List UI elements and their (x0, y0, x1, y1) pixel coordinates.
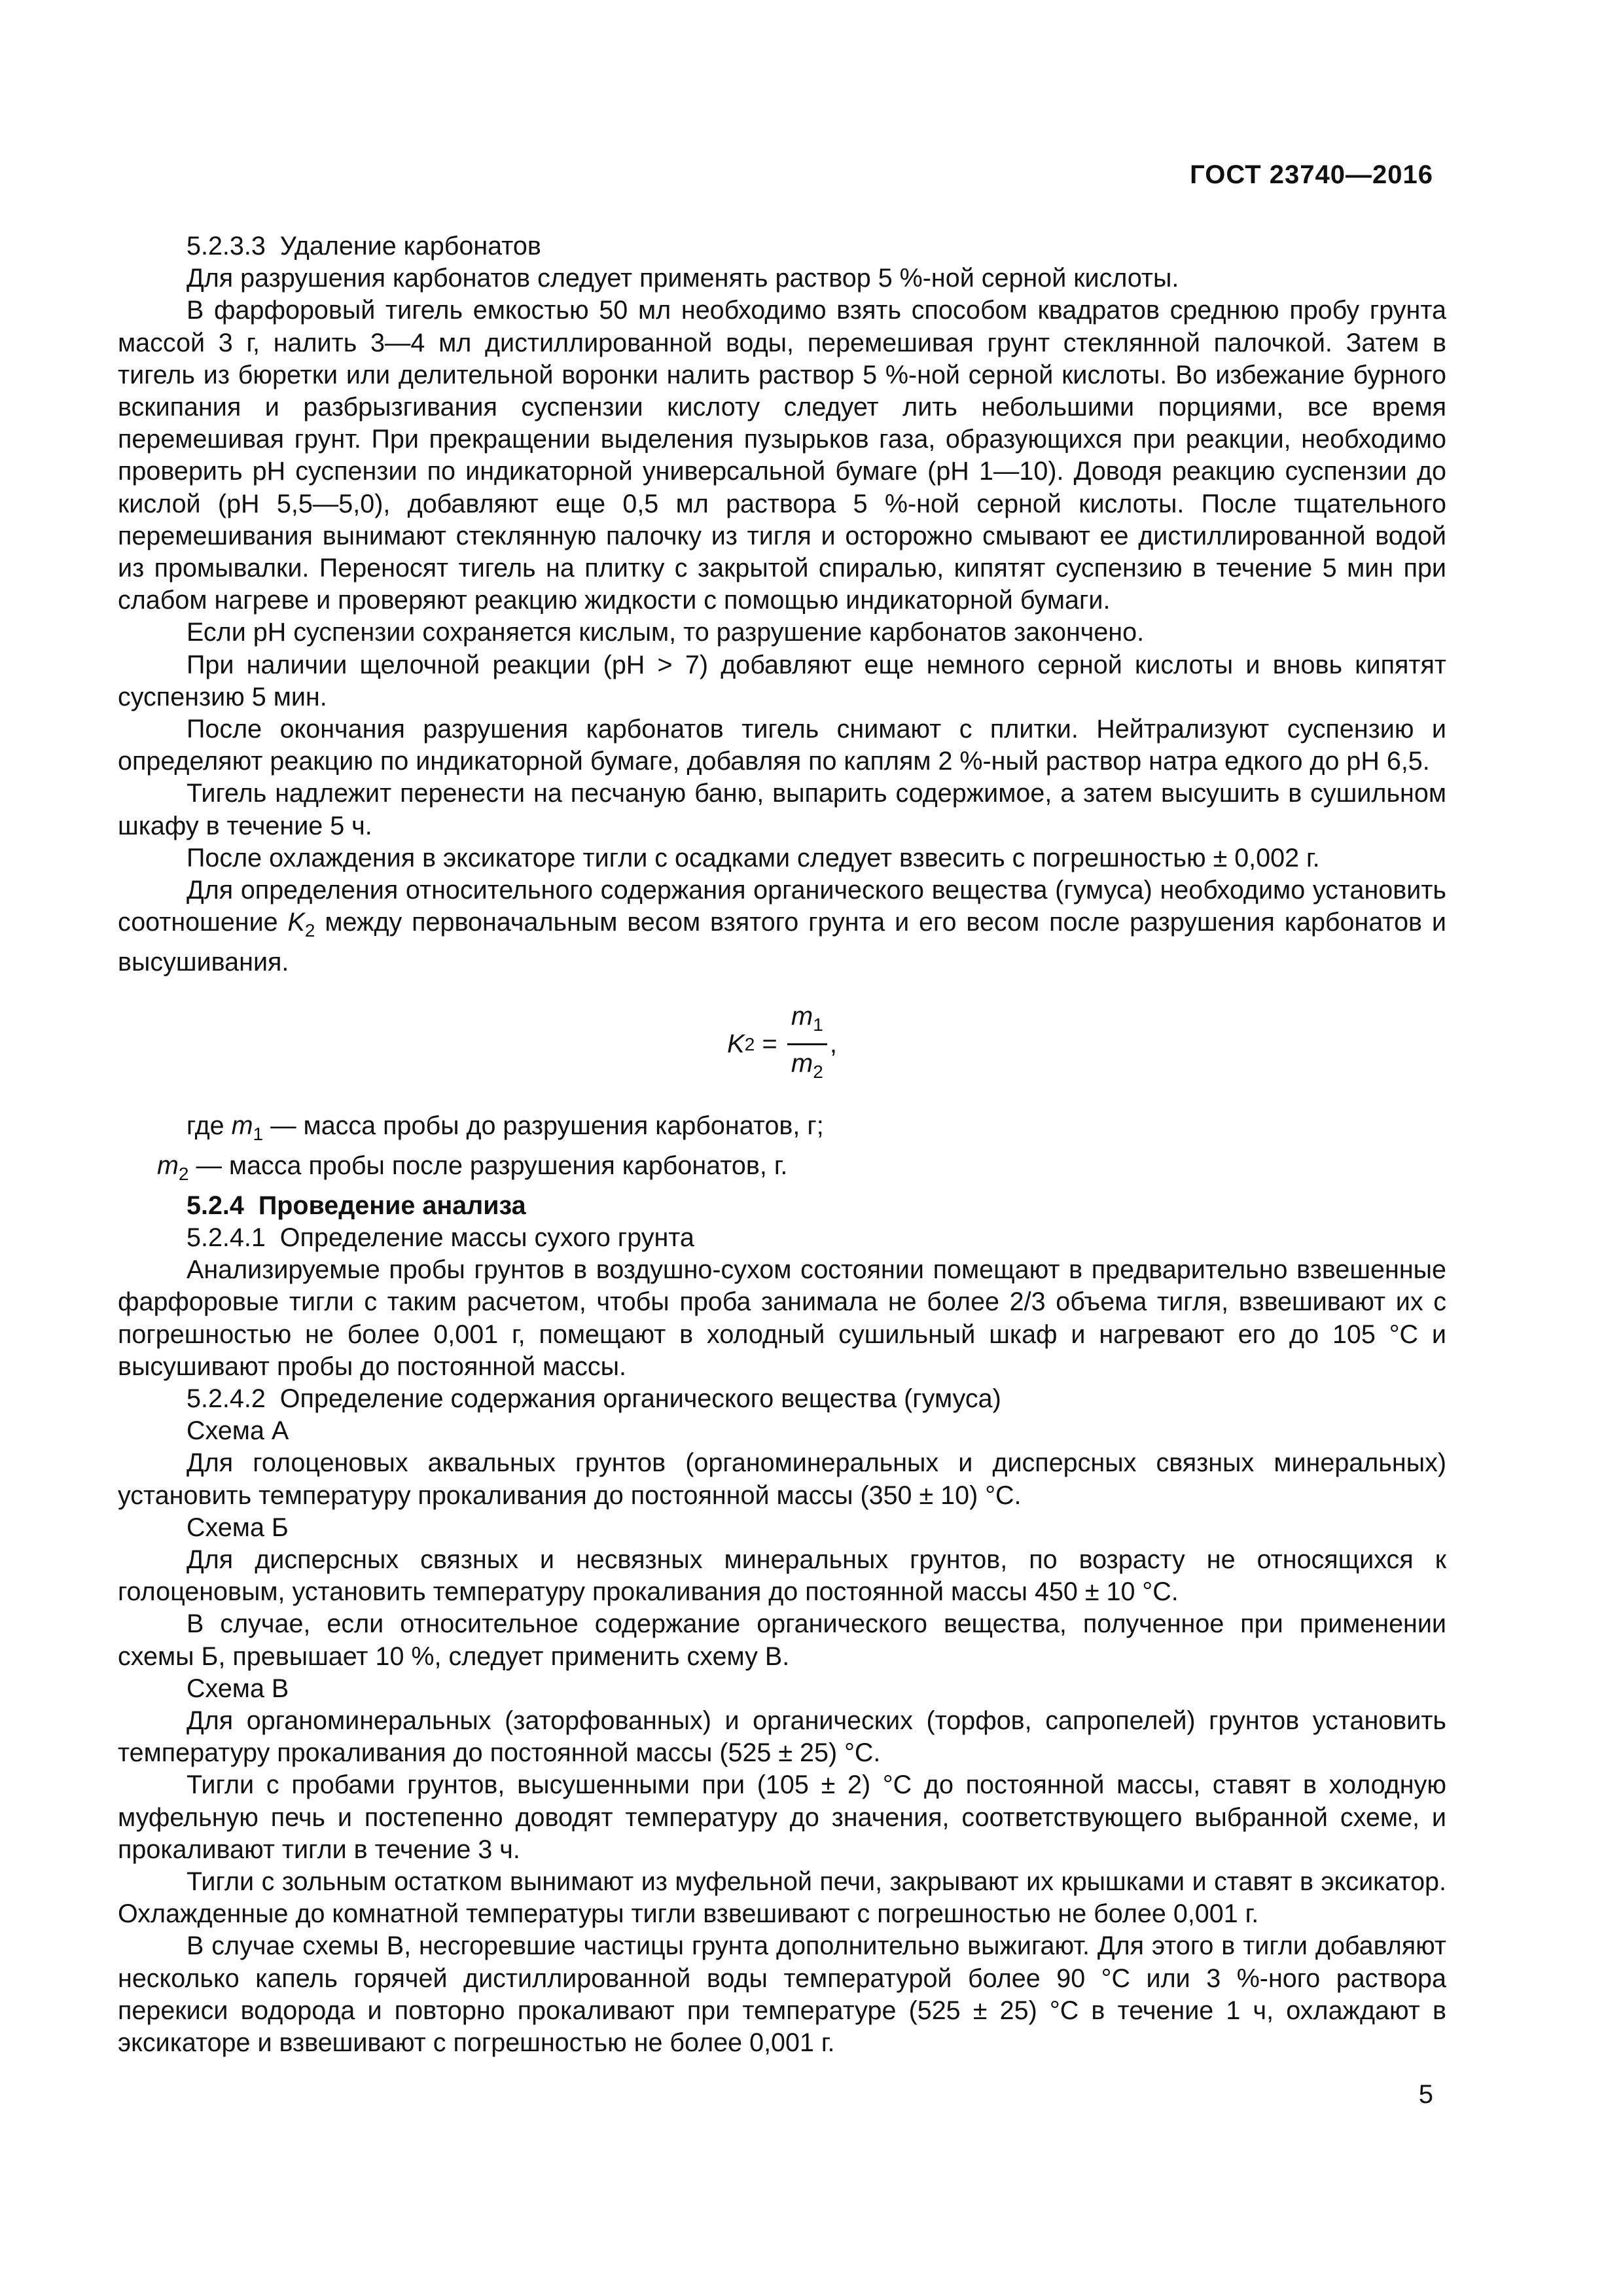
where-sub: 2 (178, 1163, 189, 1184)
paragraph: После охлаждения в эксикаторе тигли с осадками следует взвесить с погрешностью ± 0,002 г. (187, 843, 1320, 872)
section-title: Проведение анализа (258, 1191, 526, 1220)
section-number: 5.2.4.1 (187, 1223, 266, 1252)
scheme-v-label: Схема В (187, 1674, 289, 1703)
section-title: Определение массы сухого грунта (279, 1223, 694, 1252)
paragraph: Если pH суспензии сохраняется кислым, то разрушение карбонатов закончено. (187, 618, 1145, 647)
formula-comma: , (829, 1029, 837, 1058)
scheme-b-label: Схема Б (187, 1513, 289, 1542)
numerator-var: m (791, 1001, 813, 1031)
where-sub: 1 (253, 1123, 264, 1144)
section-heading-5-2-4-2 (118, 1383, 1446, 1415)
formula-denominator (787, 1045, 827, 1088)
where-line-2 (118, 1150, 1446, 1190)
section-heading-5-2-4 (118, 1190, 1446, 1222)
denominator-sub: 2 (813, 1062, 823, 1083)
variable-k: K (287, 908, 305, 937)
numerator-sub: 1 (813, 1014, 823, 1035)
paragraph (118, 874, 1446, 979)
paragraph: После окончания разрушения карбонатов тигель снимают с плитки. Нейтрализуют суспензию и определяют реакцию по индикаторной бумаге, добавляя по каплям 2 %-ный раствор натра едкого до pH 6,5. (118, 715, 1446, 776)
section-title: Удаление карбонатов (279, 232, 541, 260)
formula-lhs-sub: 2 (744, 1033, 755, 1054)
section-number: 5.2.4.2 (187, 1384, 266, 1413)
subscript: 2 (304, 920, 315, 941)
document-body (118, 230, 1446, 2059)
scheme-a-label: Схема А (187, 1416, 289, 1446)
paragraph: В фарфоровый тигель емкостью 50 мл необходимо взять способом квадратов среднюю пробу грунта массой 3 г, налить 3—4 мл дистиллированной воды, перемешивая грунт стеклянной палочкой. Затем в тигель из бюретки или делительной воронки налить раствор 5 %-ной серной кислоты. Во избежание бурного вскипания и разбрызгивания суспензии кислоту следует лить небольшими порциями, все время перемешивая грунт. При прекращении выделения пузырьков газа, образующихся при реакции, необходимо проверить pH суспензии по индикаторной универсальной бумаге (pH 1—10). Доводя реакцию суспензии до кислой (pH 5,5—5,0), добавляют еще 0,5 мл раствора 5 %-ной серной кислоты. После тщательного перемешивания вынимают стеклянную палочку из тигля и осторожно смывают ее дистиллированной водой из промывалки. Переносят тигель на плитку с закрытой спиралью, кипятят суспензию в течение 5 мин при слабом нагреве и проверяют реакцию жидкости с помощью индикаторной бумаги. (118, 296, 1446, 615)
section-number: 5.2.4 (187, 1191, 244, 1220)
page-number: 5 (1418, 2080, 1433, 2109)
formula-numerator (787, 1001, 827, 1045)
paragraph: Для дисперсных связных и несвязных минеральных грунтов, по возрасту не относящихся к голоценовым, установить температуру прокаливания до постоянной массы 450 ± 10 °С. (118, 1545, 1446, 1607)
denominator-var: m (791, 1049, 813, 1079)
where-var: m (157, 1151, 179, 1180)
where-line-1 (118, 1110, 1446, 1150)
text-run: Для определения относительного содержания органического вещества (гумуса) необходимо установить соотношение (118, 876, 1446, 937)
where-prefix: где (187, 1111, 232, 1140)
text-run: между первоначальным весом взятого грунта и его весом после разрушения карбонатов и высушивания. (118, 908, 1446, 977)
paragraph: В случае схемы В, несгоревшие частицы грунта дополнительно выжигают. Для этого в тигли добавляют несколько капель горячей дистиллированной воды температурой более 90 °С или 3 %-ного раствора перекиси водорода и повторно прокаливают при температуре (525 ± 25) °С в течение 1 ч, охлаждают в эксикаторе и взвешивают с погрешностью не более 0,001 г. (118, 1931, 1446, 2058)
paragraph: Тигли с зольным остатком вынимают из муфельной печи, закрывают их крышками и ставят в эксикатор. Охлажденные до комнатной температуры тигли взвешивают с погрешностью не более 0,001 г. (118, 1867, 1446, 1929)
formula-k2 (118, 979, 1446, 1110)
section-heading-5-2-4-1 (118, 1222, 1446, 1254)
paragraph: Для органоминеральных (заторфованных) и органических (торфов, сапропелей) грунтов установить температуру прокаливания до постоянной массы (525 ± 25) °С. (118, 1706, 1446, 1768)
paragraph: При наличии щелочной реакции (pH > 7) добавляют еще немного серной кислоты и вновь кипятят суспензию 5 мин. (118, 650, 1446, 711)
section-title: Определение содержания органического вещества (гумуса) (279, 1384, 1001, 1413)
section-heading-5-2-3-3 (118, 230, 1446, 262)
paragraph: Для разрушения карбонатов следует применять раствор 5 %-ной серной кислоты. (187, 264, 1179, 293)
formula-fraction (787, 1001, 827, 1088)
formula-equals: = (755, 1029, 785, 1058)
document-header: ГОСТ 23740—2016 (1190, 160, 1433, 189)
section-number: 5.2.3.3 (187, 232, 266, 260)
where-text: — масса пробы до разрушения карбонатов, г; (263, 1111, 824, 1140)
where-text: — масса пробы после разрушения карбонатов, г. (188, 1151, 788, 1180)
paragraph: В случае, если относительное содержание органического вещества, полученное при применении схемы Б, превышает 10 %, следует применить схему В. (118, 1609, 1446, 1671)
where-var: m (231, 1111, 253, 1140)
paragraph: Для голоценовых аквальных грунтов (органоминеральных и дисперсных связных минеральных) установить температуру прокаливания до постоянной массы (350 ± 10) °С. (118, 1448, 1446, 1510)
paragraph: Тигель надлежит перенести на песчаную баню, выпарить содержимое, а затем высушить в сушильном шкафу в течение 5 ч. (118, 779, 1446, 840)
paragraph: Тигли с пробами грунтов, высушенными при (105 ± 2) °С до постоянной массы, ставят в холодную муфельную печь и постепенно доводят температуру до значения, соответствующего выбранной схеме, и прокаливают тигли в течение 3 ч. (118, 1770, 1446, 1864)
paragraph: Анализируемые пробы грунтов в воздушно-сухом состоянии помещают в предварительно взвешенные фарфоровые тигли с таким расчетом, чтобы проба занимала не более 2/3 объема тигля, взвешивают их с погрешностью не более 0,001 г, помещают в холодный сушильный шкаф и нагревают его до 105 °С и высушивают пробы до постоянной массы. (118, 1255, 1446, 1381)
formula-lhs: K (727, 1029, 745, 1058)
